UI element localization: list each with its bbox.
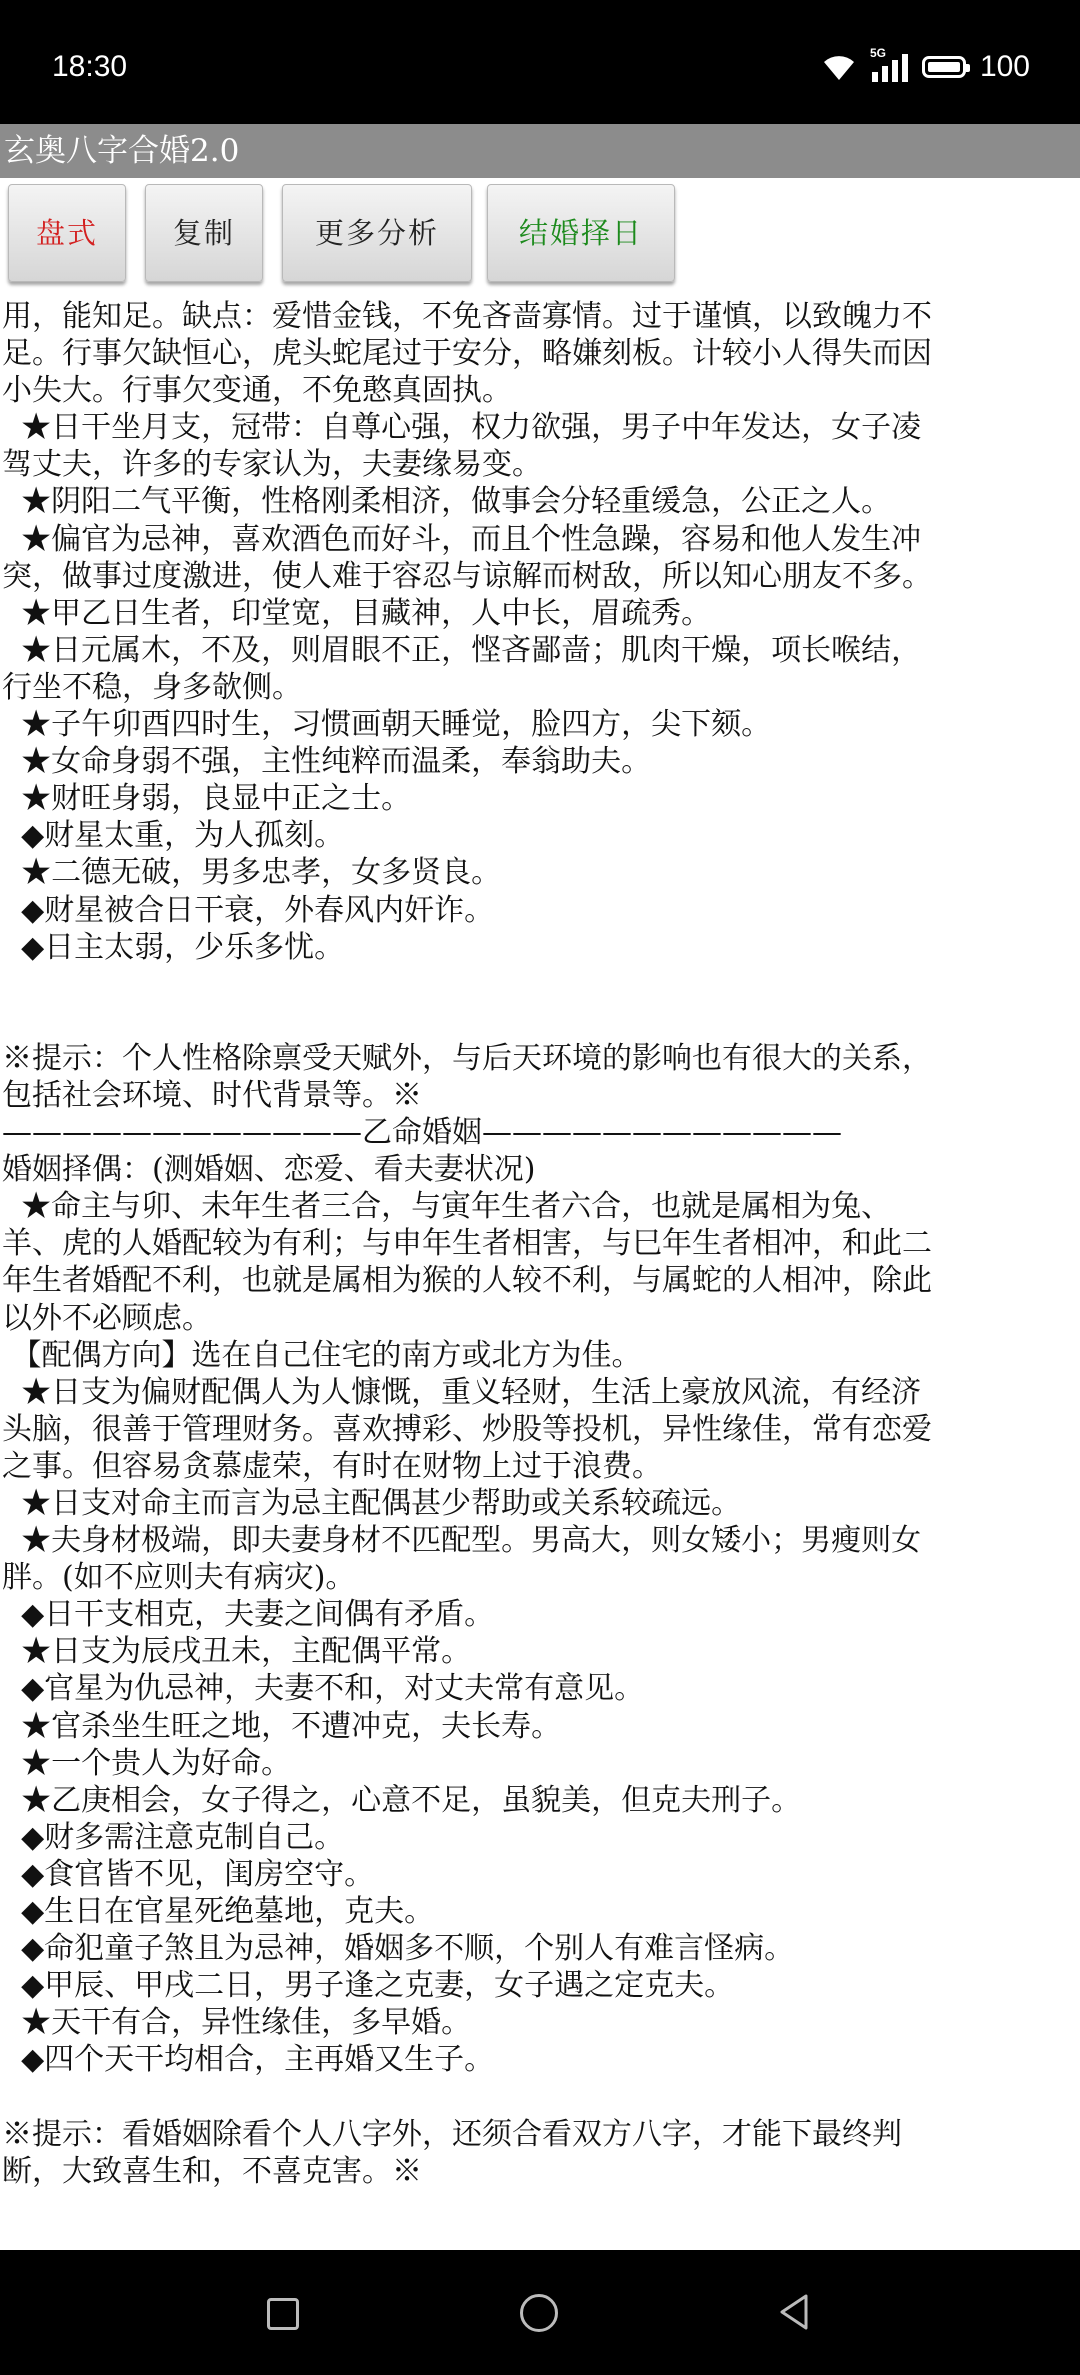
text-line: ★偏官为忌神，喜欢酒色而好斗，而且个性急躁，容易和他人发生冲 [2, 521, 922, 557]
text-line: 婚姻择偶：(测婚姻、恋爱、看夫妻状况) [2, 1152, 536, 1188]
text-line: 【配偶方向】选在自己住宅的南方或北方为佳。 [2, 1337, 642, 1373]
text-line: ————————————乙命婚姻———————————— [2, 1115, 842, 1151]
text-line: ★女命身弱不强，主性纯粹而温柔，奉翁助夫。 [2, 744, 652, 780]
navigation-bar [0, 2250, 1080, 2375]
battery-icon [922, 56, 966, 78]
text-line: ◆命犯童子煞且为忌神，婚姻多不顺，个别人有难言怪病。 [2, 1931, 795, 1967]
analysis-text [2, 298, 1078, 2190]
more-analysis-button[interactable]: 更多分析 [282, 184, 472, 282]
text-line: ★官杀坐生旺之地，不遭冲克，夫长寿。 [2, 1708, 562, 1744]
toolbar [0, 182, 1080, 288]
text-line: 年生者婚配不利，也就是属相为猴的人较不利，与属蛇的人相冲，除此 [2, 1263, 932, 1299]
panshi-button[interactable]: 盘式 [8, 184, 126, 282]
back-icon[interactable] [770, 2287, 820, 2337]
text-line: ※提示：看婚姻除看个人八字外，还须合看双方八字，才能下最终判 [2, 2116, 902, 2152]
text-line: ◆日主太弱，少乐多忧。 [2, 929, 345, 965]
text-line: ★日元属木，不及，则眉眼不正，悭吝鄙啬；肌肉干燥，项长喉结， [2, 632, 922, 668]
text-line: ★一个贵人为好命。 [2, 1745, 292, 1781]
wifi-icon [820, 52, 858, 82]
text-line: ◆日干支相克，夫妻之间偶有矛盾。 [2, 1597, 495, 1633]
text-line: 之事。但容易贪慕虚荣，有时在财物上过于浪费。 [2, 1448, 662, 1484]
network-type: 5G [869, 46, 886, 60]
text-line: ★日支对命主而言为忌主配偶甚少帮助或关系较疏远。 [2, 1486, 742, 1521]
text-line: ◆食官皆不见，闺房空守。 [2, 1856, 375, 1892]
text-line [2, 2079, 1078, 2116]
text-line: 突，做事过度激进，使人难于容忍与谅解而树敌，所以知心朋友不多。 [2, 558, 932, 594]
text-line: ◆生日在官星死绝墓地，克夫。 [2, 1894, 435, 1930]
battery-level: 100 [979, 50, 1030, 83]
text-line: ◆官星为仇忌神，夫妻不和，对丈夫常有意见。 [2, 1671, 645, 1707]
text-line: ★天干有合，异性缘佳，多早婚。 [2, 2005, 472, 2041]
text-line: ★财旺身弱，良显中正之士。 [2, 781, 412, 817]
text-line: 小失大。行事欠变通，不免憨真固执。 [2, 373, 512, 409]
text-line: ★二德无破，男多忠孝，女多贤良。 [2, 855, 502, 891]
status-time: 18:30 [52, 50, 128, 83]
text-line: 驾丈夫，许多的专家认为，夫妻缘易变。 [2, 447, 542, 483]
text-line: 包括社会环境、时代背景等。※ [2, 1077, 422, 1113]
text-line: ◆财星太重，为人孤刻。 [2, 818, 345, 854]
copy-button[interactable]: 复制 [145, 184, 263, 282]
text-line: 以外不必顾虑。 [2, 1300, 212, 1336]
wedding-date-button[interactable]: 结婚择日 [487, 184, 675, 282]
signal-icon [869, 46, 908, 82]
recent-apps-icon[interactable] [256, 2287, 306, 2337]
app-title: 玄奥八字合婚2.0 [4, 133, 240, 169]
text-line: ★阴阳二气平衡，性格刚柔相济，做事会分轻重缓急，公正之人。 [2, 484, 892, 520]
text-line: ★乙庚相会，女子得之，心意不足，虽貌美，但克夫刑子。 [2, 1782, 802, 1818]
text-line: ★子午卯酉四时生，习惯画朝天睡觉，脸四方，尖下颏。 [2, 707, 772, 743]
text-line [2, 966, 1078, 1003]
text-line: 断，大致喜生和，不喜克害。※ [2, 2153, 422, 2189]
text-line: ★日支为辰戌丑未，主配偶平常。 [2, 1634, 472, 1670]
text-line: 用，能知足。缺点：爱惜金钱，不免吝啬寡情。过于谨慎，以致魄力不 [2, 299, 932, 334]
home-icon[interactable] [513, 2287, 563, 2337]
status-icons [820, 46, 1030, 84]
text-line [2, 1003, 1078, 1040]
text-line: 足。行事欠缺恒心，虎头蛇尾过于安分，略嫌刻板。计较小人得失而因 [2, 336, 932, 372]
text-line: 行坐不稳，身多欹侧。 [2, 669, 302, 705]
text-line: 羊、虎的人婚配较为有利；与申年生者相害，与巳年生者相冲，和此二 [2, 1226, 932, 1262]
text-line: 胖。(如不应则夫有病灾)。 [2, 1560, 356, 1596]
text-line: ★日支为偏财配偶人为人慷慨，重义轻财，生活上豪放风流，有经济 [2, 1374, 922, 1410]
text-line: ※提示：个人性格除禀受天赋外，与后天环境的影响也有很大的关系， [2, 1040, 932, 1076]
app-title-bar [0, 124, 1080, 178]
text-line: ◆财多需注意克制自己。 [2, 1819, 345, 1855]
text-line: ◆四个天干均相合，主再婚又生子。 [2, 2042, 495, 2078]
text-line: ★甲乙日生者，印堂宽，目藏神，人中长，眉疏秀。 [2, 595, 712, 631]
text-line: ◆财星被合日干衰，外春风内奸诈。 [2, 892, 495, 928]
text-line: ★夫身材极端，即夫妻身材不匹配型。男高大，则女矮小；男瘦则女 [2, 1523, 922, 1559]
text-line: ★命主与卯、未年生者三合，与寅年生者六合，也就是属相为兔、 [2, 1189, 892, 1225]
text-line: ★日干坐月支，冠带：自尊心强，权力欲强，男子中年发达，女子凌 [2, 410, 922, 446]
text-line: 头脑，很善于管理财务。喜欢搏彩、炒股等投机，异性缘佳，常有恋爱 [2, 1411, 932, 1447]
text-line: ◆甲辰、甲戌二日，男子逢之克妻，女子遇之定克夫。 [2, 1968, 735, 2004]
status-bar [0, 0, 1080, 124]
